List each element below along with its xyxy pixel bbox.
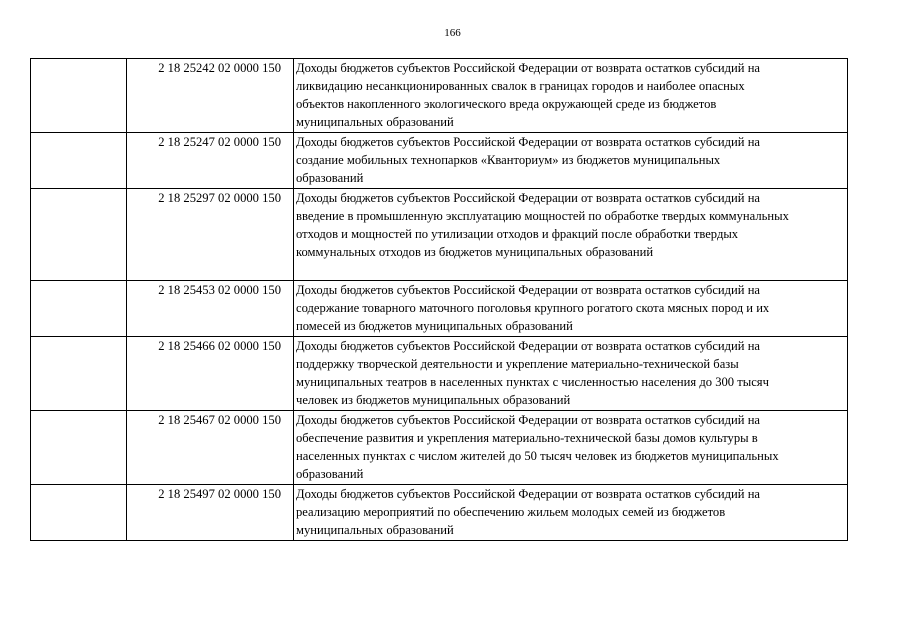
page-number: 166 [444,27,461,39]
empty-cell [31,411,127,485]
description-line: Доходы бюджетов субъектов Российской Федерации от возврата остатков субсидий на [296,339,761,353]
description-line: муниципальных образований [296,115,454,129]
description-line: Доходы бюджетов субъектов Российской Федерации от возврата остатков субсидий на [296,283,761,297]
budget-revenue-table [30,58,848,541]
description-line: ликвидацию несанкционированных свалок в границах городов и наиболее опасных [296,79,745,93]
description-line: муниципальных театров в населенных пунктах с численностью населения до 300 тысяч [296,375,769,389]
description-line: образований [296,171,364,185]
empty-cell [31,281,127,337]
table-row [31,281,848,337]
description-line: Доходы бюджетов субъектов Российской Федерации от возврата остатков субсидий на [296,487,761,501]
description-line: муниципальных образований [296,523,454,537]
table-row [31,133,848,189]
budget-code-cell: 2 18 25297 02 0000 150 [127,189,294,281]
description-line: населенных пунктах с числом жителей до 50 тысяч человек из бюджетов муниципальных [296,449,779,463]
description-line: введение в промышленную эксплуатацию мощностей по обработке твердых коммунальных [296,209,789,223]
empty-cell [31,59,127,133]
description-line: отходов и мощностей по утилизации отходов и фракций после обработки твердых [296,227,739,241]
budget-code-cell: 2 18 25242 02 0000 150 [127,59,294,133]
empty-cell [31,337,127,411]
budget-code-cell: 2 18 25497 02 0000 150 [127,485,294,541]
table-row [31,59,848,133]
table-row [31,189,848,281]
description-cell [294,281,848,337]
description-line: создание мобильных технопарков «Кванториум» из бюджетов муниципальных [296,153,721,167]
empty-cell [31,189,127,281]
description-line: Доходы бюджетов субъектов Российской Федерации от возврата остатков субсидий на [296,413,761,427]
description-line: образований [296,467,364,481]
table-row [31,411,848,485]
description-cell [294,337,848,411]
description-cell [294,59,848,133]
description-line: обеспечение развития и укрепления материально-технической базы домов культуры в [296,431,758,445]
budget-code-cell: 2 18 25466 02 0000 150 [127,337,294,411]
empty-cell [31,133,127,189]
budget-code-cell: 2 18 25453 02 0000 150 [127,281,294,337]
table-body [31,59,848,541]
table-row [31,337,848,411]
description-cell [294,411,848,485]
empty-cell [31,485,127,541]
budget-code-cell: 2 18 25247 02 0000 150 [127,133,294,189]
description-line: реализацию мероприятий по обеспечению жильем молодых семей из бюджетов [296,505,726,519]
description-cell [294,189,848,281]
description-line: объектов накопленного экологического вреда окружающей среде из бюджетов [296,97,717,111]
description-line: коммунальных отходов из бюджетов муниципальных образований [296,245,654,259]
budget-code-cell: 2 18 25467 02 0000 150 [127,411,294,485]
table-row [31,485,848,541]
description-cell [294,485,848,541]
description-cell [294,133,848,189]
description-line: Доходы бюджетов субъектов Российской Федерации от возврата остатков субсидий на [296,135,761,149]
description-line: Доходы бюджетов субъектов Российской Федерации от возврата остатков субсидий на [296,191,761,205]
description-line: содержание товарного маточного поголовья крупного рогатого скота мясных пород и их [296,301,770,315]
description-line: поддержку творческой деятельности и укрепление материально-технической базы [296,357,739,371]
description-line: Доходы бюджетов субъектов Российской Федерации от возврата остатков субсидий на [296,61,761,75]
description-line: человек из бюджетов муниципальных образований [296,393,571,407]
description-line: помесей из бюджетов муниципальных образований [296,319,573,333]
